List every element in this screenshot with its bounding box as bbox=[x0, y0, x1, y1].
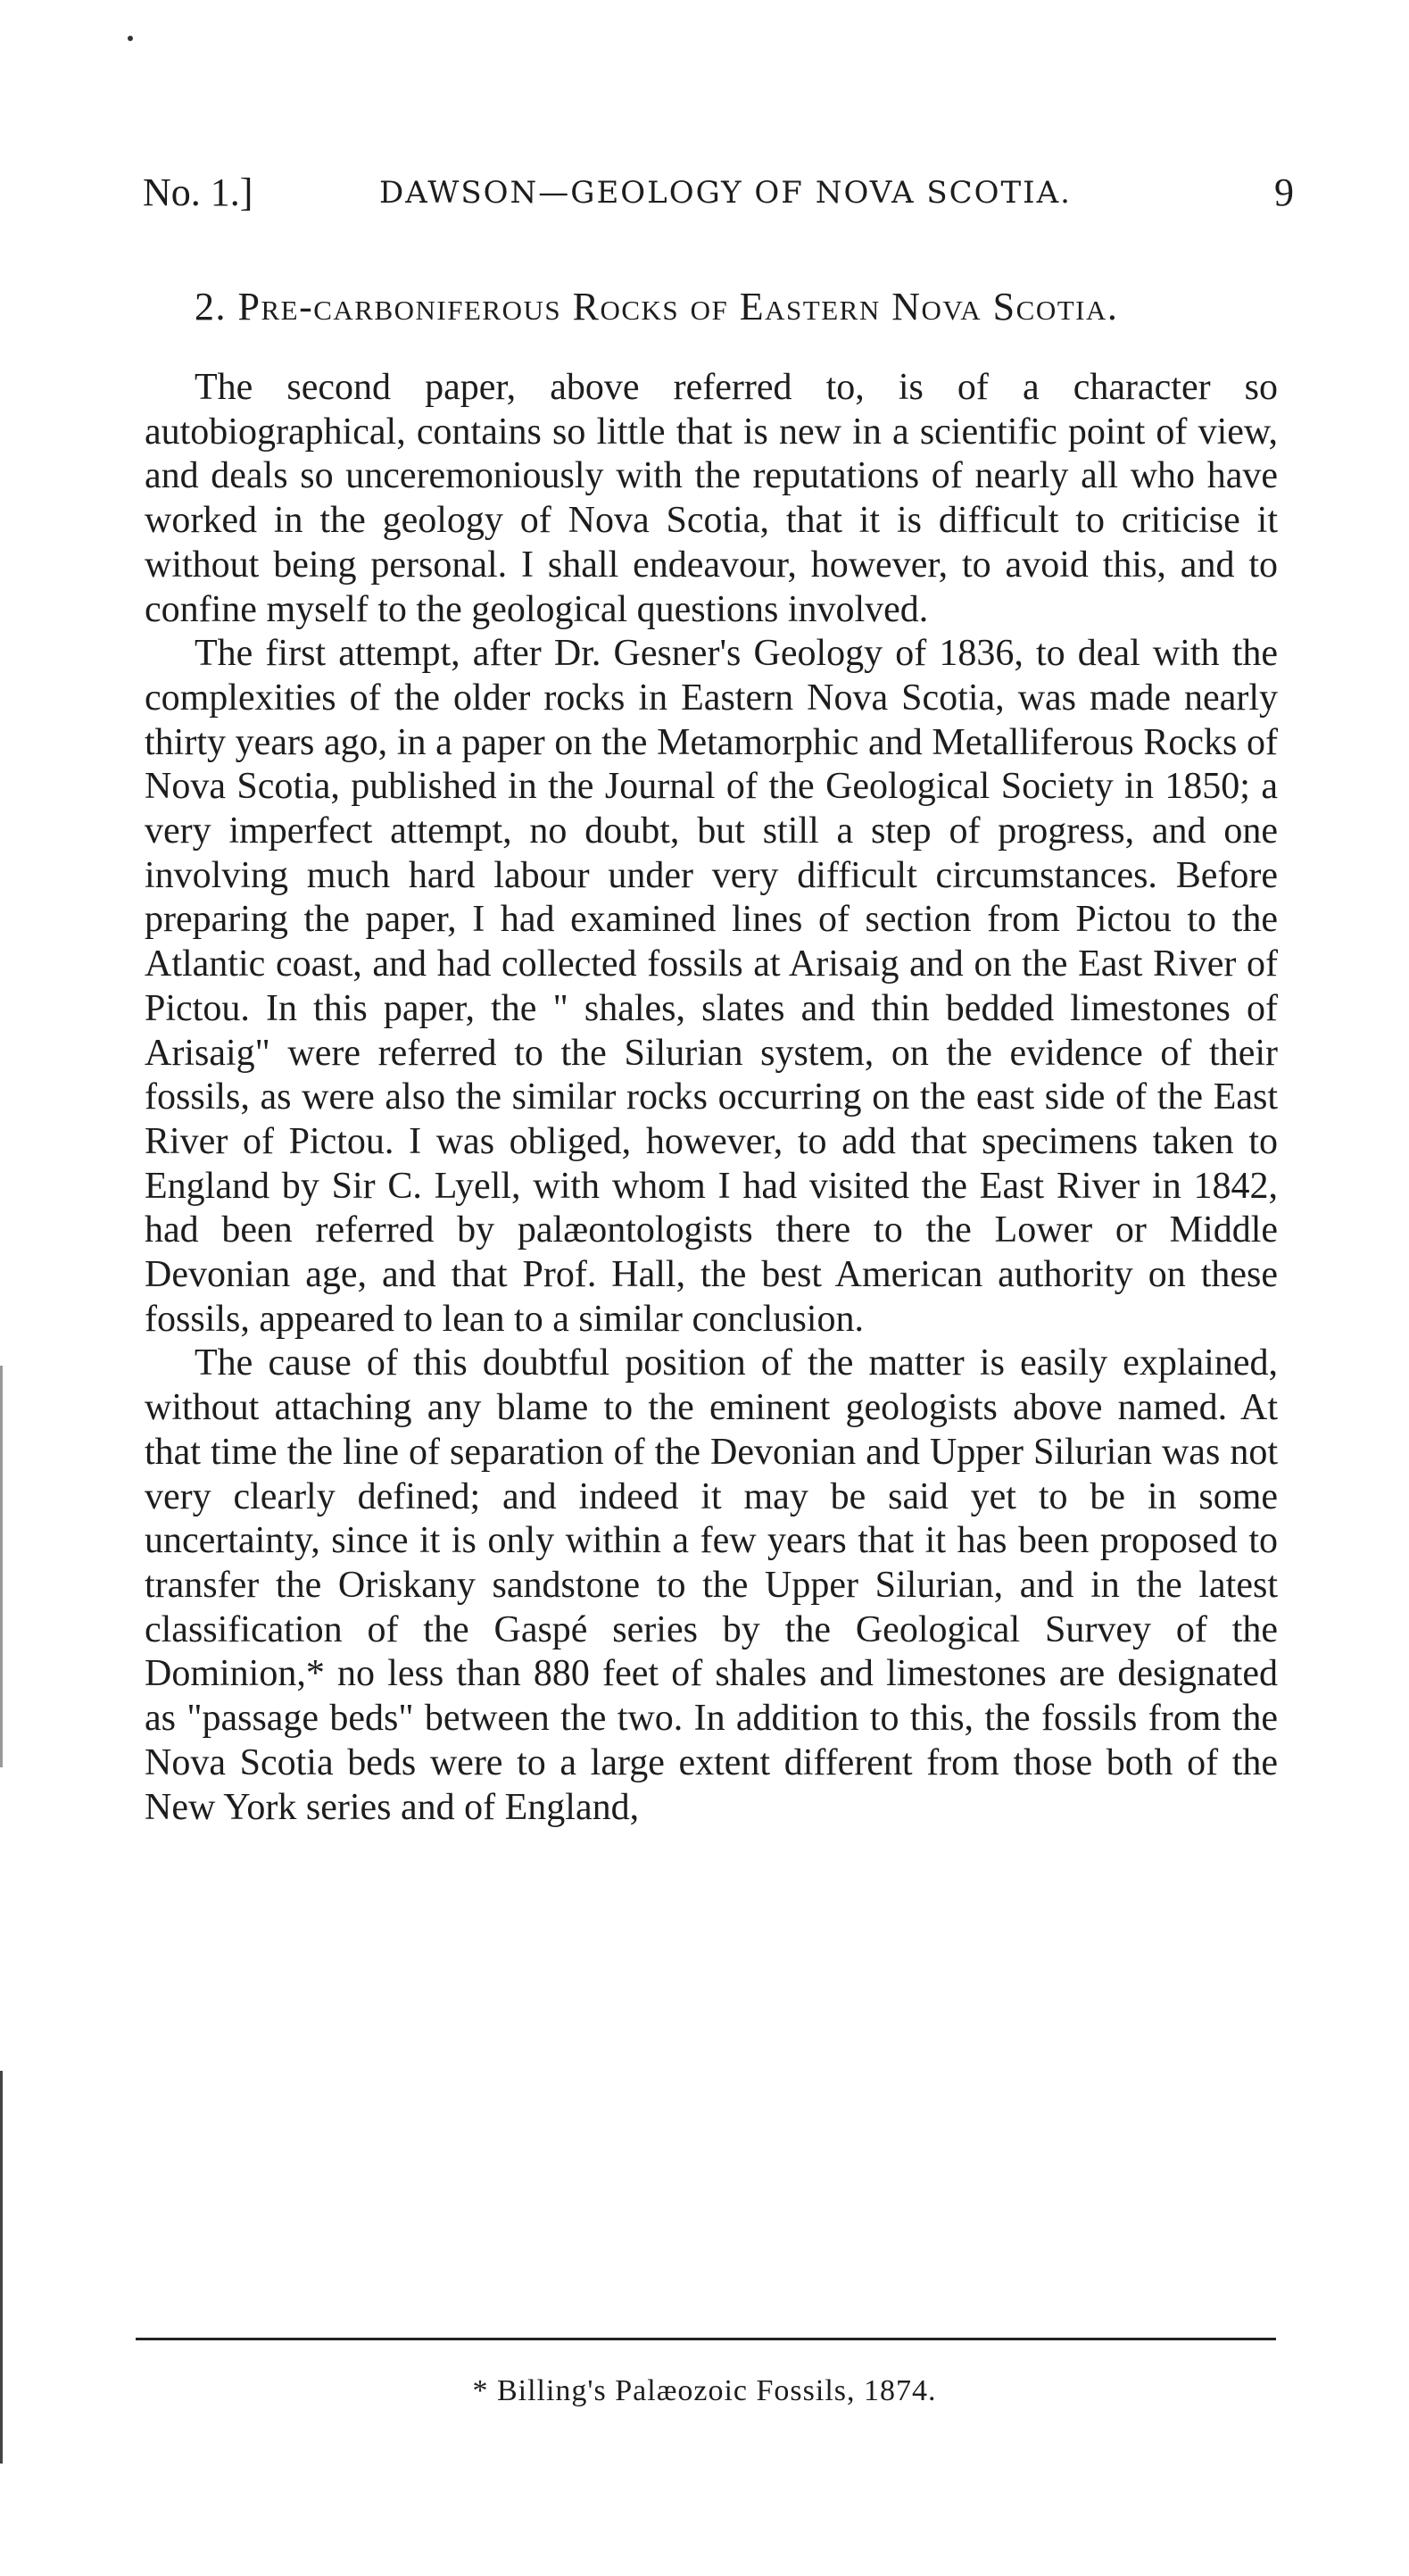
edge-scan-mark bbox=[0, 1366, 3, 1767]
paragraph-1: The second paper, above referred to, is of a character so autobiographical, contains so little that is new in a scientific point of view, and deals so unceremoniously with the reputations of nearly all who have worked in the geology of Nova Scotia, that it is difficult to criticise it without being personal. I shall endeavour, however, to avoid this, and to confine myself to the geological questions involved. bbox=[145, 367, 1278, 630]
section-title: 2. Pre-carboniferous Rocks of Eastern Nova Scotia. bbox=[195, 285, 1119, 328]
page-number: 9 bbox=[1274, 170, 1294, 214]
footnote: * Billing's Palæozoic Fossils, 1874. bbox=[472, 2374, 937, 2407]
footnote-rule bbox=[136, 2338, 1276, 2340]
page-speck bbox=[128, 36, 133, 41]
body-text bbox=[145, 366, 1278, 1830]
paragraph-2: The first attempt, after Dr. Gesner's Geology of 1836, to deal with the complexities of the older rocks in Eastern Nova Scotia, was made nearly thirty years ago, in a paper on the Metamorphic and Metalliferous Rocks of Nova Scotia, published in the Journal of the Geological Society in 1850; a very imperfect attempt, no doubt, but still a step of progress, and one involving much hard labour under very difficult circumstances. Before preparing the paper, I had examined lines of section from Pictou to the Atlantic coast, and had collected fossils at Arisaig and on the East River of Pictou. In this paper, the " shales, slates and thin bedded limestones of Arisaig" were referred to the Silurian system, on the evidence of their fossils, as were also the similar rocks occurring on the east side of the East River of Pictou. I was obliged, however, to add that specimens taken to England by Sir C. Lyell, with whom I had visited the East River in 1842, had been referred by palæontologists there to the Lower or Middle Devonian age, and that Prof. Hall, the best American authority on these fossils, appeared to lean to a similar conclusion. bbox=[145, 633, 1278, 1340]
running-header bbox=[143, 170, 1294, 223]
issue-number: No. 1.] bbox=[143, 170, 253, 214]
paragraph-3: The cause of this doubtful position of the matter is easily explained, without attaching any blame to the eminent geologists above named. At that time the line of separation of the Devonian and Upper Silurian was not very clearly defined; and indeed it may be said yet to be in some uncertainty, since it is only within a few years that it has been proposed to transfer the Oriskany sandstone to the Upper Silurian, and in the latest classification of the Gaspé series by the Geological Survey of the Dominion,* no less than 880 feet of shales and limestones are designated as "passage beds" between the two. In addition to this, the fossils from the Nova Scotia beds were to a large extent different from those both of the New York series and of England, bbox=[145, 1342, 1278, 1828]
running-title: DAWSON—GEOLOGY OF NOVA SCOTIA. bbox=[379, 175, 1072, 211]
